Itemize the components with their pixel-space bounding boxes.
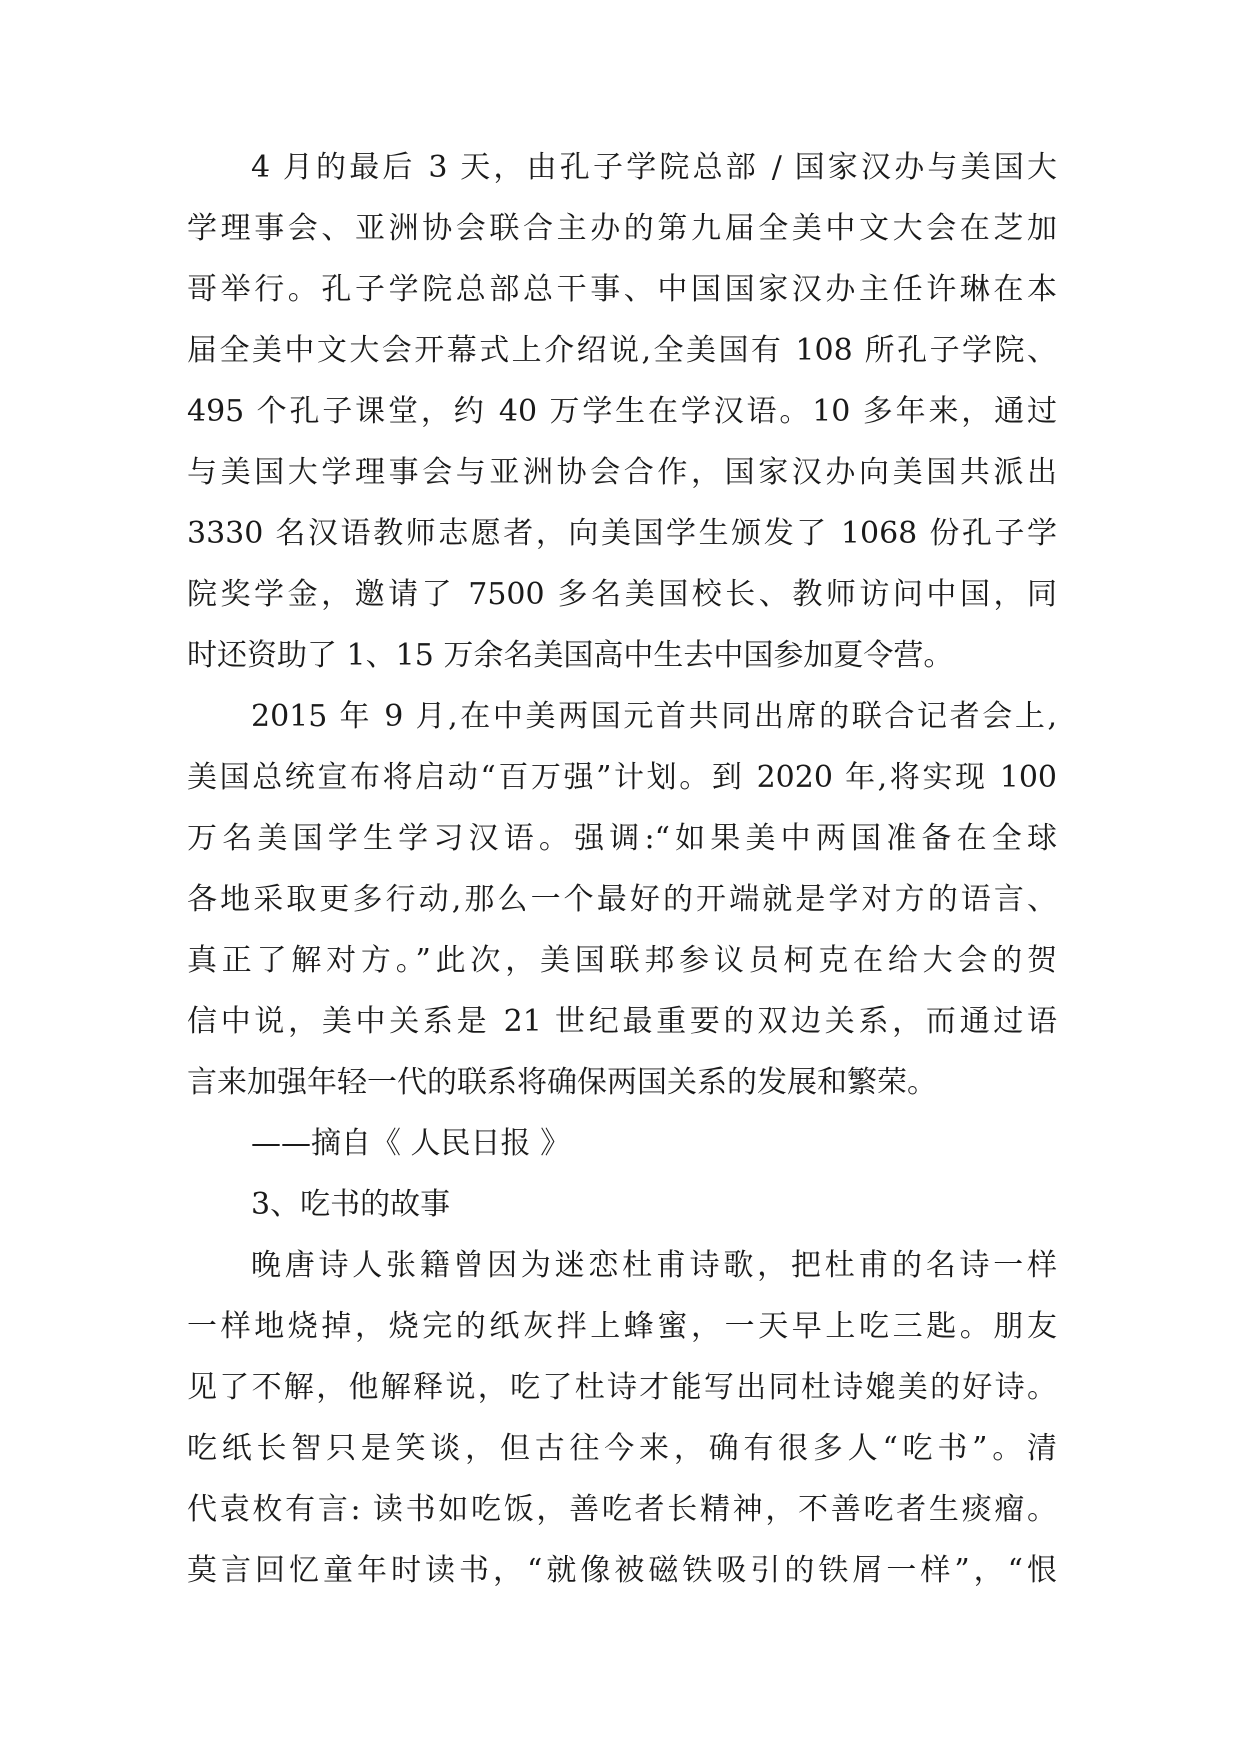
paragraph-1	[187, 137, 1057, 686]
paragraph-3	[187, 1235, 1057, 1601]
paragraph-3-line: 莫言回忆童年时读书，“就像被磁铁吸引的铁屑一样”，“恨	[187, 1553, 1057, 1588]
paragraph-1-line: 院奖学金，邀请了 7500 多名美国校长、教师访问中国，同	[187, 577, 1057, 612]
paragraph-2-line: 各地采取更多行动,那么一个最好的开端就是学对方的语言、	[187, 882, 1057, 917]
paragraph-2-line: 言来加强年轻一代的联系将确保两国关系的发展和繁荣。	[187, 1065, 937, 1100]
paragraph-1-line: 哥举行。孔子学院总部总干事、中国国家汉办主任许琳在本	[187, 272, 1057, 307]
section-heading: 3、吃书的故事	[251, 1187, 451, 1222]
paragraph-1-line: 学理事会、亚洲协会联合主办的第九届全美中文大会在芝加	[187, 211, 1057, 246]
paragraph-1-line: 与美国大学理事会与亚洲协会合作，国家汉办向美国共派出	[187, 455, 1057, 490]
paragraph-1-line: 届全美中文大会开幕式上介绍说,全美国有 108 所孔子学院、	[187, 333, 1057, 368]
paragraph-3-line: 见了不解，他解释说，吃了杜诗才能写出同杜诗媲美的好诗。	[187, 1370, 1057, 1405]
paragraph-3-line: 代袁枚有言: 读书如吃饭，善吃者长精神，不善吃者生痰瘤。	[187, 1492, 1057, 1527]
paragraph-1-line: 时还资助了 1、15 万余名美国高中生去中国参加夏令营。	[187, 638, 954, 673]
paragraph-1-line: 3330 名汉语教师志愿者，向美国学生颁发了 1068 份孔子学	[187, 516, 1057, 551]
paragraph-3-line: 晚唐诗人张籍曾因为迷恋杜甫诗歌，把杜甫的名诗一样	[251, 1248, 1057, 1283]
paragraph-2	[187, 686, 1057, 1113]
paragraph-2-line: 信中说，美中关系是 21 世纪最重要的双边关系，而通过语	[187, 1004, 1057, 1039]
paragraph-3-line: 一样地烧掉，烧完的纸灰拌上蜂蜜，一天早上吃三匙。朋友	[187, 1309, 1057, 1344]
paragraph-2-line: 真正了解对方。”此次，美国联邦参议员柯克在给大会的贺	[187, 943, 1057, 978]
paragraph-1-line: 4 月的最后 3 天，由孔子学院总部 / 国家汉办与美国大	[251, 150, 1057, 185]
paragraph-3-line: 吃纸长智只是笑谈，但古往今来，确有很多人“吃书”。清	[187, 1431, 1057, 1466]
paragraph-2-line: 万名美国学生学习汉语。强调:“如果美中两国准备在全球	[187, 821, 1057, 856]
paragraph-1-line: 495 个孔子课堂，约 40 万学生在学汉语。10 多年来，通过	[187, 394, 1057, 429]
paragraph-2-line: 美国总统宣布将启动“百万强”计划。到 2020 年,将实现 100	[187, 760, 1057, 795]
paragraph-2-line: 2015 年 9 月,在中美两国元首共同出席的联合记者会上,	[251, 699, 1057, 734]
source-attribution: ——摘自《 人民日报 》	[251, 1126, 571, 1161]
document-body	[187, 137, 1057, 1601]
